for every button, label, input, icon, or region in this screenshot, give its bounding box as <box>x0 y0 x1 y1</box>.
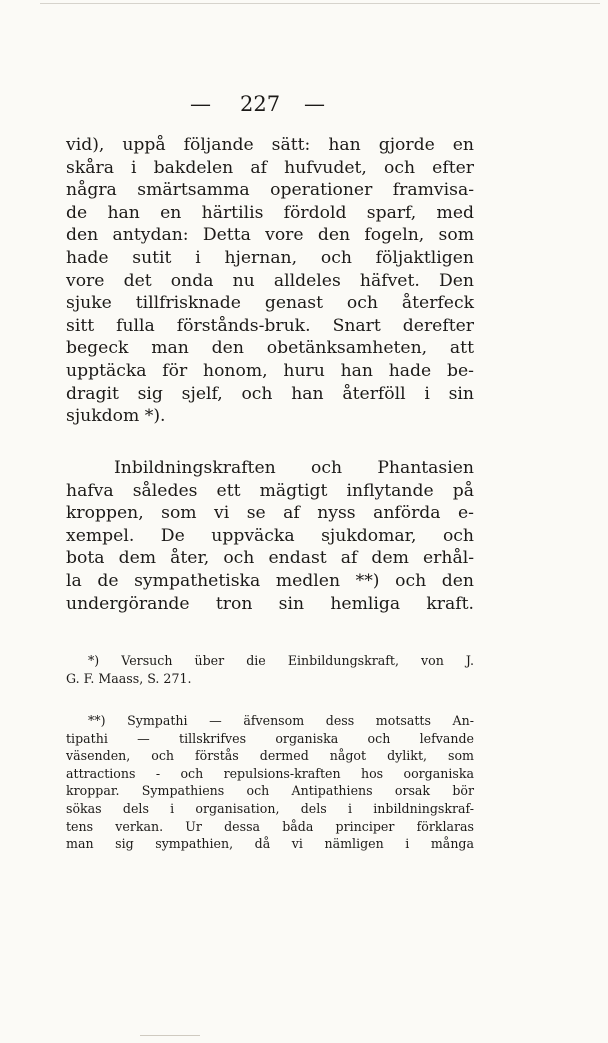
text-line: vore det onda nu alldeles häfvet. Den <box>66 270 474 291</box>
text-line: några smärtsamma operationer framvisa- <box>66 180 474 201</box>
text-line: dragit sig sjelf, och han återföll i sin <box>66 383 474 404</box>
header-dash-right: — <box>304 92 325 116</box>
paragraph-2 <box>66 457 474 615</box>
text-line: bota dem åter, och endast af dem erhål- <box>66 548 474 569</box>
text-line: den antydan: Detta vore den fogeln, som <box>66 225 474 246</box>
footnote-line: kroppar. Sympathiens och Antipathiens orsak bör <box>66 783 474 799</box>
text-line: hade sutit i hjernan, och följaktligen <box>66 247 474 268</box>
footnote-line: tens verkan. Ur dessa båda principer förklaras <box>66 818 474 834</box>
paragraph-1 <box>66 134 474 428</box>
footnote-line: man sig sympathien, då vi nämligen i många <box>66 836 474 852</box>
top-edge-line <box>40 3 600 4</box>
footnote-line: attractions - och repulsions-kraften hos oorganiska <box>66 765 474 781</box>
text-line: sjuke tillfrisknade genast och återfeck <box>66 293 474 314</box>
text-line: hafva således ett mägtigt inflytande på <box>66 480 474 501</box>
text-line: sitt fulla förstånds-bruk. Snart derefter <box>66 315 474 336</box>
footnote-line: *) Versuch über die Einbildungskraft, von J. <box>88 653 474 668</box>
text-line: skåra i bakdelen af hufvudet, och efter <box>66 157 474 178</box>
text-line: vid), uppå följande sätt: han gjorde en <box>66 135 474 155</box>
footnote-1 <box>66 652 474 687</box>
text-line: xempel. De uppväcka sjukdomar, och <box>66 525 474 546</box>
text-line: sjukdom *). <box>66 406 166 427</box>
text-line: begeck man den obetänksamheten, att <box>66 338 474 359</box>
header-dash-left: — <box>190 92 211 116</box>
footnote-line: sökas dels i organisation, dels i inbildningskraf- <box>66 800 474 816</box>
footnote-line: G. F. Maass, S. 271. <box>66 670 192 686</box>
text-line: kroppen, som vi se af nyss anförda e- <box>66 503 474 524</box>
footnote-line: väsenden, och förstås dermed något dylikt, som <box>66 748 474 764</box>
text-line: upptäcka för honom, huru han hade be- <box>66 360 474 381</box>
text-line: Inbildningskraften och Phantasien <box>114 458 474 478</box>
text-line: la de sympathetiska medlen **) och den <box>66 570 474 591</box>
text-line: undergörande tron sin hemliga kraft. <box>66 593 474 614</box>
footnote-line: **) Sympathi — äfvensom dess motsatts An- <box>88 713 474 728</box>
footnote-2 <box>66 712 474 853</box>
page-number: 227 <box>240 92 281 116</box>
bottom-edge-mark <box>140 1035 200 1036</box>
text-line: de han en härtilis fördold sparf, med <box>66 202 474 223</box>
footnote-line: tipathi — tillskrifves organiska och lefvande <box>66 730 474 746</box>
